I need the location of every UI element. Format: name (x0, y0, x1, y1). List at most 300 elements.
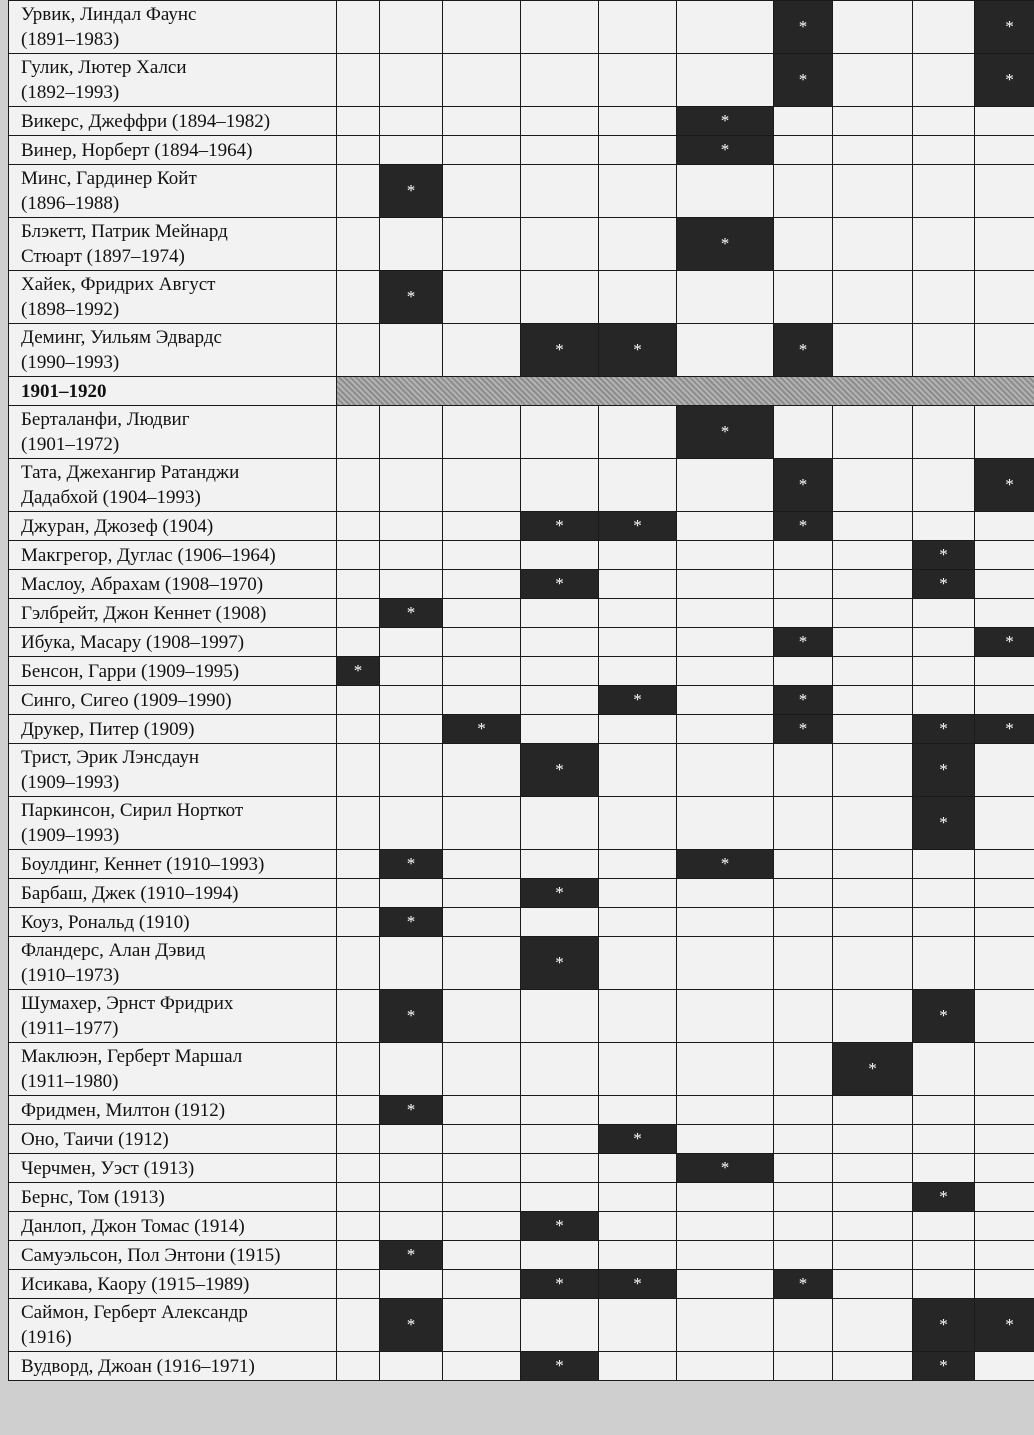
table-row (9, 1043, 1034, 1096)
name-line: Боулдинг, Кеннет (1910–1993) (21, 853, 265, 875)
empty-cell (380, 744, 443, 797)
name-line: (1909–1993) (21, 825, 120, 846)
marked-cell (774, 324, 833, 377)
name-line: Вудворд, Джоан (1916–1971) (21, 1355, 255, 1377)
empty-cell (975, 1096, 1034, 1125)
marked-cell (337, 657, 380, 686)
asterisk-mark: * (406, 1315, 416, 1334)
empty-cell (521, 715, 599, 744)
person-name-cell (9, 797, 337, 850)
name-line: Саймон, Герберт Александр (21, 1302, 248, 1323)
person-name-cell (9, 599, 337, 628)
empty-cell (337, 1270, 380, 1299)
asterisk-mark: * (720, 422, 730, 441)
name-line: Стюарт (1897–1974) (21, 246, 185, 267)
empty-cell (833, 406, 913, 459)
empty-cell (975, 686, 1034, 715)
asterisk-mark: * (406, 854, 416, 873)
name-line: 1901–1920 (21, 380, 107, 402)
name-line: Хайек, Фридрих Август (21, 274, 216, 295)
empty-cell (833, 850, 913, 879)
empty-cell (913, 628, 975, 657)
empty-cell (913, 107, 975, 136)
empty-cell (975, 1270, 1034, 1299)
marked-cell (599, 1125, 677, 1154)
asterisk-mark: * (720, 854, 730, 873)
asterisk-mark: * (555, 883, 564, 902)
asterisk-mark: * (1005, 1315, 1014, 1334)
empty-cell (833, 107, 913, 136)
empty-cell (833, 1, 913, 54)
marked-cell (380, 165, 443, 218)
empty-cell (337, 218, 380, 271)
name-line: Гулик, Лютер Халси (21, 57, 187, 78)
empty-cell (599, 937, 677, 990)
empty-cell (677, 459, 774, 512)
name-line: Самуэльсон, Пол Энтони (1915) (21, 1244, 281, 1266)
marked-cell (521, 937, 599, 990)
asterisk-mark: * (939, 1356, 948, 1375)
marked-cell (774, 54, 833, 107)
empty-cell (975, 879, 1034, 908)
empty-cell (833, 715, 913, 744)
empty-cell (521, 136, 599, 165)
empty-cell (677, 797, 774, 850)
empty-cell (443, 1043, 521, 1096)
empty-cell (337, 599, 380, 628)
marked-cell (913, 541, 975, 570)
marked-cell (913, 744, 975, 797)
empty-cell (599, 570, 677, 599)
empty-cell (913, 406, 975, 459)
person-name-cell (9, 628, 337, 657)
asterisk-mark: * (939, 813, 948, 832)
table-row (9, 937, 1034, 990)
empty-cell (599, 1043, 677, 1096)
marked-cell (380, 908, 443, 937)
empty-cell (913, 1270, 975, 1299)
empty-cell (833, 744, 913, 797)
empty-cell (380, 937, 443, 990)
empty-cell (975, 599, 1034, 628)
marked-cell (975, 1299, 1034, 1352)
empty-cell (380, 1212, 443, 1241)
name-line: Викерс, Джеффри (1894–1982) (21, 110, 271, 132)
empty-cell (521, 54, 599, 107)
empty-cell (677, 1299, 774, 1352)
empty-cell (521, 1154, 599, 1183)
marked-cell (913, 797, 975, 850)
marked-cell (677, 218, 774, 271)
empty-cell (521, 628, 599, 657)
empty-cell (443, 1125, 521, 1154)
table-row (9, 324, 1034, 377)
empty-cell (337, 715, 380, 744)
marked-cell (913, 990, 975, 1043)
asterisk-mark: * (1005, 719, 1014, 738)
name-line: Бенсон, Гарри (1909–1995) (21, 660, 240, 682)
marked-cell (521, 1212, 599, 1241)
empty-cell (521, 797, 599, 850)
empty-cell (677, 599, 774, 628)
empty-cell (599, 218, 677, 271)
empty-cell (599, 1241, 677, 1270)
empty-cell (443, 165, 521, 218)
empty-cell (913, 1043, 975, 1096)
empty-cell (599, 879, 677, 908)
empty-cell (337, 937, 380, 990)
empty-cell (677, 1043, 774, 1096)
table-row (9, 599, 1034, 628)
empty-cell (521, 599, 599, 628)
empty-cell (599, 459, 677, 512)
name-line: Трист, Эрик Лэнсдаун (21, 747, 199, 768)
asterisk-mark: * (939, 760, 948, 779)
empty-cell (913, 879, 975, 908)
person-name-cell (9, 165, 337, 218)
empty-cell (599, 1154, 677, 1183)
empty-cell (337, 1125, 380, 1154)
empty-cell (913, 686, 975, 715)
empty-cell (833, 54, 913, 107)
empty-cell (521, 271, 599, 324)
empty-cell (521, 107, 599, 136)
empty-cell (774, 797, 833, 850)
empty-cell (599, 271, 677, 324)
person-name-cell (9, 686, 337, 715)
person-name-cell (9, 908, 337, 937)
empty-cell (774, 1043, 833, 1096)
empty-cell (774, 541, 833, 570)
empty-cell (443, 1352, 521, 1381)
marked-cell (380, 850, 443, 879)
name-line: Блэкетт, Патрик Мейнард (21, 221, 228, 242)
marked-cell (380, 271, 443, 324)
empty-cell (337, 271, 380, 324)
empty-cell (774, 165, 833, 218)
empty-cell (975, 990, 1034, 1043)
asterisk-mark: * (477, 719, 486, 738)
empty-cell (521, 1183, 599, 1212)
empty-cell (443, 324, 521, 377)
marked-cell (599, 512, 677, 541)
asterisk-mark: * (406, 181, 416, 200)
marked-cell (913, 1352, 975, 1381)
empty-cell (833, 937, 913, 990)
person-name-cell (9, 541, 337, 570)
empty-cell (337, 165, 380, 218)
person-name-cell (9, 744, 337, 797)
empty-cell (975, 744, 1034, 797)
table-row (9, 218, 1034, 271)
empty-cell (599, 908, 677, 937)
marked-cell (521, 879, 599, 908)
person-name-cell (9, 107, 337, 136)
table-row (9, 715, 1034, 744)
marked-cell (521, 1270, 599, 1299)
table-row (9, 1125, 1034, 1154)
name-line: Данлоп, Джон Томас (1914) (21, 1215, 245, 1237)
empty-cell (599, 599, 677, 628)
asterisk-mark: * (353, 661, 363, 680)
name-line: Ибука, Масару (1908–1997) (21, 631, 245, 653)
empty-cell (677, 744, 774, 797)
empty-cell (677, 165, 774, 218)
empty-cell (677, 1183, 774, 1212)
matrix-table (8, 0, 1034, 1381)
empty-cell (337, 879, 380, 908)
empty-cell (599, 1, 677, 54)
name-line: Макгрегор, Дуглас (1906–1964) (21, 544, 276, 566)
name-line: Синго, Сигео (1909–1990) (21, 689, 232, 711)
empty-cell (774, 1241, 833, 1270)
name-line: (1911–1977) (21, 1018, 119, 1039)
empty-cell (913, 165, 975, 218)
person-name-cell (9, 1125, 337, 1154)
empty-cell (337, 324, 380, 377)
matrix-grid (8, 0, 1034, 1381)
name-line: Черчмен, Уэст (1913) (21, 1157, 195, 1179)
empty-cell (443, 1183, 521, 1212)
empty-cell (975, 324, 1034, 377)
marked-cell (677, 850, 774, 879)
empty-cell (443, 54, 521, 107)
name-line: (1898–1992) (21, 299, 120, 320)
marked-cell (599, 686, 677, 715)
asterisk-mark: * (798, 17, 808, 36)
person-name-cell (9, 324, 337, 377)
marked-cell (833, 1043, 913, 1096)
person-name-cell (9, 850, 337, 879)
empty-cell (337, 1096, 380, 1125)
table-row (9, 541, 1034, 570)
asterisk-mark: * (555, 953, 564, 972)
empty-cell (774, 406, 833, 459)
empty-cell (337, 628, 380, 657)
table-row (9, 1183, 1034, 1212)
asterisk-mark: * (798, 70, 808, 89)
table-row (9, 459, 1034, 512)
asterisk-mark: * (720, 140, 730, 159)
person-name-cell (9, 1352, 337, 1381)
empty-cell (833, 908, 913, 937)
empty-cell (774, 107, 833, 136)
table-row (9, 628, 1034, 657)
empty-cell (677, 908, 774, 937)
empty-cell (913, 1096, 975, 1125)
marked-cell (975, 628, 1034, 657)
asterisk-mark: * (406, 1100, 416, 1119)
empty-cell (443, 107, 521, 136)
empty-cell (677, 879, 774, 908)
asterisk-mark: * (798, 475, 808, 494)
marked-cell (774, 459, 833, 512)
empty-cell (599, 165, 677, 218)
name-line: Тата, Джехангир Ратанджи (21, 462, 240, 483)
marked-cell (521, 744, 599, 797)
asterisk-mark: * (720, 111, 730, 130)
table-row (9, 406, 1034, 459)
empty-cell (337, 908, 380, 937)
empty-cell (599, 1212, 677, 1241)
empty-cell (337, 136, 380, 165)
name-line: Урвик, Линдал Фаунс (21, 4, 197, 25)
empty-cell (380, 406, 443, 459)
empty-cell (774, 990, 833, 1043)
empty-cell (337, 459, 380, 512)
name-line: (1901–1972) (21, 434, 120, 455)
empty-cell (833, 570, 913, 599)
person-name-cell (9, 570, 337, 599)
asterisk-mark: * (939, 719, 948, 738)
person-name-cell (9, 1043, 337, 1096)
empty-cell (677, 715, 774, 744)
empty-cell (913, 271, 975, 324)
empty-cell (337, 1183, 380, 1212)
table-row (9, 879, 1034, 908)
empty-cell (913, 1, 975, 54)
empty-cell (443, 990, 521, 1043)
empty-cell (380, 1270, 443, 1299)
marked-cell (677, 136, 774, 165)
empty-cell (337, 797, 380, 850)
empty-cell (521, 406, 599, 459)
empty-cell (443, 744, 521, 797)
table-row (9, 990, 1034, 1043)
empty-cell (833, 599, 913, 628)
empty-cell (337, 570, 380, 599)
asterisk-mark: * (798, 719, 808, 738)
empty-cell (599, 1299, 677, 1352)
empty-cell (774, 599, 833, 628)
empty-cell (337, 1299, 380, 1352)
asterisk-mark: * (555, 340, 564, 359)
empty-cell (337, 406, 380, 459)
empty-cell (774, 1154, 833, 1183)
marked-cell (774, 1, 833, 54)
marked-cell (677, 406, 774, 459)
person-name-cell (9, 1299, 337, 1352)
empty-cell (833, 541, 913, 570)
marked-cell (913, 570, 975, 599)
empty-cell (380, 1, 443, 54)
empty-cell (913, 937, 975, 990)
empty-cell (443, 937, 521, 990)
asterisk-mark: * (406, 1245, 416, 1264)
person-name-cell (9, 990, 337, 1043)
table-row (9, 165, 1034, 218)
empty-cell (774, 657, 833, 686)
person-name-cell (9, 1270, 337, 1299)
marked-cell (975, 715, 1034, 744)
empty-cell (677, 1352, 774, 1381)
empty-cell (380, 628, 443, 657)
person-name-cell (9, 879, 337, 908)
empty-cell (677, 1125, 774, 1154)
empty-cell (380, 570, 443, 599)
empty-cell (380, 1125, 443, 1154)
empty-cell (443, 686, 521, 715)
person-name-cell (9, 1096, 337, 1125)
empty-cell (913, 1241, 975, 1270)
name-line: Маклюэн, Герберт Маршал (21, 1046, 243, 1067)
marked-cell (599, 324, 677, 377)
empty-cell (913, 512, 975, 541)
marked-cell (521, 512, 599, 541)
marked-cell (380, 1299, 443, 1352)
marked-cell (975, 1, 1034, 54)
empty-cell (913, 218, 975, 271)
empty-cell (677, 1241, 774, 1270)
name-line: Бернс, Том (1913) (21, 1186, 165, 1208)
empty-cell (913, 850, 975, 879)
empty-cell (443, 541, 521, 570)
empty-cell (337, 1, 380, 54)
empty-cell (521, 165, 599, 218)
table-row (9, 744, 1034, 797)
table-row (9, 908, 1034, 937)
empty-cell (380, 715, 443, 744)
person-name-cell (9, 1154, 337, 1183)
asterisk-mark: * (633, 516, 642, 535)
asterisk-mark: * (555, 574, 564, 593)
marked-cell (975, 459, 1034, 512)
marked-cell (677, 1154, 774, 1183)
empty-cell (337, 990, 380, 1043)
empty-cell (599, 990, 677, 1043)
asterisk-mark: * (633, 340, 642, 359)
asterisk-mark: * (406, 603, 416, 622)
empty-cell (833, 657, 913, 686)
empty-cell (677, 271, 774, 324)
empty-cell (774, 1096, 833, 1125)
empty-cell (337, 1352, 380, 1381)
empty-cell (521, 1299, 599, 1352)
person-name-cell (9, 1, 337, 54)
asterisk-mark: * (798, 690, 808, 709)
empty-cell (913, 459, 975, 512)
empty-cell (677, 937, 774, 990)
name-line: (1910–1973) (21, 965, 120, 986)
asterisk-mark: * (939, 574, 948, 593)
person-name-cell (9, 512, 337, 541)
empty-cell (913, 599, 975, 628)
empty-cell (975, 271, 1034, 324)
table-row (9, 797, 1034, 850)
empty-cell (833, 1299, 913, 1352)
empty-cell (913, 54, 975, 107)
person-name-cell (9, 459, 337, 512)
empty-cell (443, 879, 521, 908)
empty-cell (677, 541, 774, 570)
marked-cell (521, 570, 599, 599)
empty-cell (975, 908, 1034, 937)
name-line: Берталанфи, Людвиг (21, 409, 190, 430)
empty-cell (833, 686, 913, 715)
person-name-cell (9, 937, 337, 990)
asterisk-mark: * (1005, 17, 1014, 36)
person-name-cell (9, 1183, 337, 1212)
empty-cell (774, 1352, 833, 1381)
empty-cell (599, 715, 677, 744)
empty-cell (677, 570, 774, 599)
empty-cell (774, 908, 833, 937)
empty-cell (599, 541, 677, 570)
section-band (337, 377, 1034, 406)
empty-cell (833, 324, 913, 377)
empty-cell (833, 218, 913, 271)
empty-cell (833, 1352, 913, 1381)
